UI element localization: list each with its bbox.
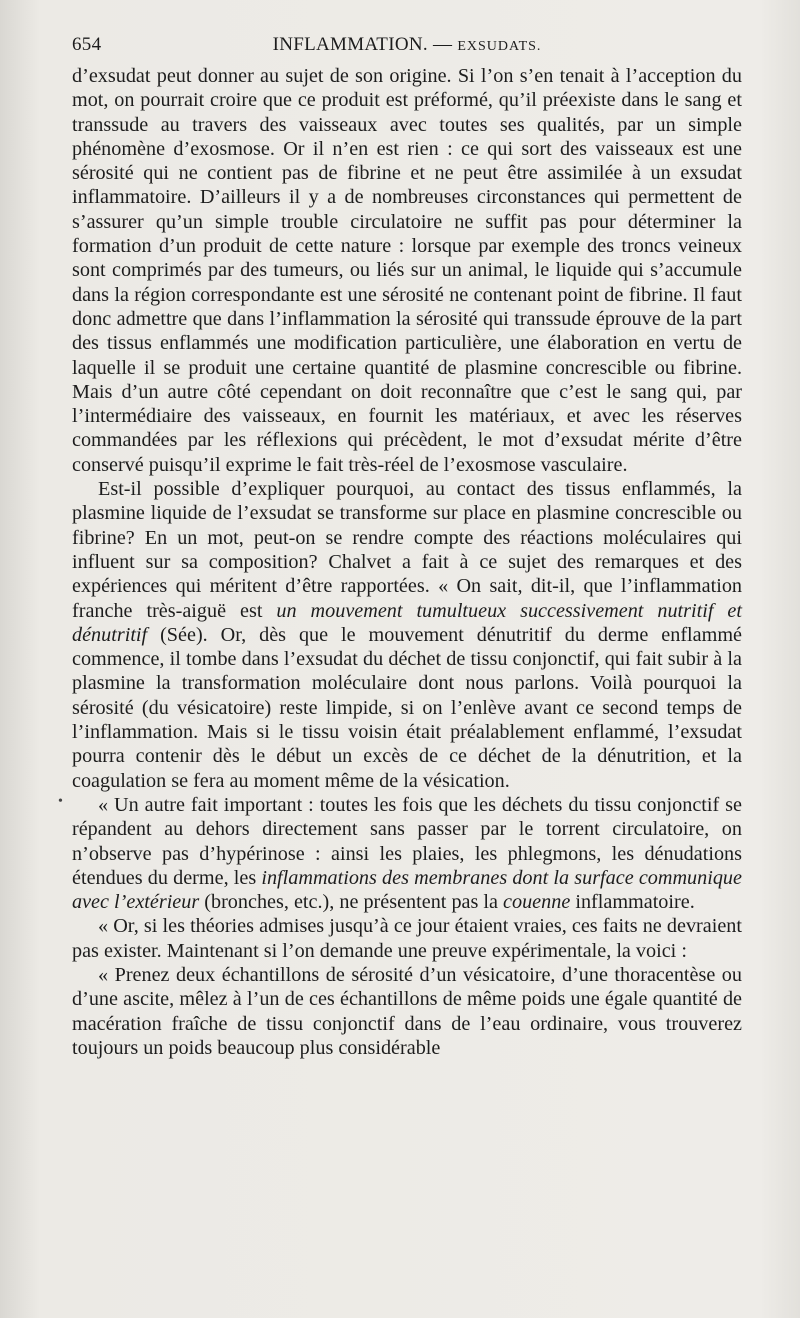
paragraph-2-part-3: (Sée). Or, dès que le mouvement dénutritif du derme enflammé commence, il tombe dans l’exsudat du déchet de tissu conjonctif, qui fait subir à la plasmine la transformation moléculaire dont nous parlons. Voilà pourquoi la sérosité (du vésicatoire) reste limpide, si on l’enlève avant ce second temps de l’inflammation. Mais si le tissu voisin était préalablement enflammé, l’exsudat pourra contenir dès le début un excès de ce déchet de la dénutrition, et la coagulation se fera au moment même de la vésication. [72, 623, 742, 792]
paragraph-3-italic-2: couenne [503, 891, 571, 914]
paragraph-1-text: d’exsudat peut donner au sujet de son origine. Si l’on s’en tenait à l’acception du mot, on pourrait croire que ce produit est préformé, qu’il préexiste dans le sang et transsude au travers des vaisseaux avec toutes ses qualités, par un simple phénomène d’exosmose. Or il n’en est rien : ce qui sort des vaisseaux est une sérosité qui ne contient pas de fibrine et ne peut être assimilée à un exsudat inflammatoire. D’ailleurs il y a de nombreuses circonstances qui permettent de s’assurer qu’un simple trouble circulatoire ne suffit pas pour déterminer la formation d’un produit de cette nature : lorsque par exemple des troncs veineux sont comprimés par des tumeurs, ou liés sur un animal, le liquide qui s’accumule dans la région correspondante est une sérosité ne contenant point de fibrine. Il faut donc admettre que dans l’inflammation la sérosité qui transsude éprouve de la part des tissus enflammés une modification particulière, une élaboration en vertu de laquelle il se produit une certaine quantité de plasmine concrescible ou fibrine. Mais d’un autre côté cependant on doit reconnaître que c’est le sang qui, par l’intermédiaire des vaisseaux, en fournit les matériaux, et avec les réserves commandées par les réflexions qui précèdent, le mot d’exsudat mérite d’être conservé puisqu’il exprime le fait très-réel de l’exosmose vasculaire. [72, 65, 742, 476]
paragraph-3 [72, 793, 742, 914]
body-text [72, 64, 742, 1060]
paragraph-3-part-3: (bronches, etc.), ne présentent pas la [199, 891, 504, 914]
paragraph-2 [72, 477, 742, 793]
header-dash: — [427, 34, 458, 55]
paragraph-3-part-5: inflammatoire. [570, 891, 695, 914]
margin-mark: • [58, 794, 63, 809]
paragraph-2-part-1: Est-il possible d’expliquer pourquoi, au contact des tissus enflammés, la plasmine liquide de l’exsudat se transforme sur place en plasmine concrescible ou fibrine? En un mot, peut-on se rendre compte des réactions moléculaires qui influent sur sa composition? Chalvet a fait à ce sujet des remarques et des expériences qui méritent d’être rapportées. « On sait, dit-il, que l’inflammation franche très-aiguë est [72, 478, 742, 622]
paragraph-3-part-1: « Un autre fait important : toutes les fois que les déchets du tissu conjonctif se répandent au dehors directement sans passer par le torrent circulatoire, on n’observe pas d’hypérinose : ainsi les plaies, les phlegmons, les dénudations étendues du derme, les [72, 793, 742, 889]
paragraph-5 [72, 963, 742, 1060]
page-number: 654 [72, 34, 102, 55]
paragraph-5-text: « Prenez deux échantillons de sérosité d’un vésicatoire, d’une thoracentèse ou d’une ascite, mêlez à l’un de ces échantillons de même poids une égale quantité de macération fraîche de tissu conjonctif dans de l’eau ordinaire, vous trouverez toujours un poids beaucoup plus considérable [72, 963, 742, 1059]
paragraph-1 [72, 64, 742, 477]
running-header [72, 30, 742, 56]
paragraph-3-italic-1: inflammations des membranes dont la surface communique avec l’extérieur [72, 866, 742, 914]
header-title: INFLAMMATION. [272, 34, 428, 55]
running-title [72, 34, 742, 56]
paragraph-4 [72, 914, 742, 963]
header-subtitle: EXSUDATS. [457, 39, 542, 54]
paragraph-2-italic: un mouvement tumultueux successivement nutritif et dénutritif [72, 599, 742, 646]
paragraph-4-text: « Or, si les théories admises jusqu’à ce jour étaient vraies, ces faits ne devraient pas exister. Maintenant si l’on demande une preuve expérimentale, la voici : [72, 915, 742, 962]
